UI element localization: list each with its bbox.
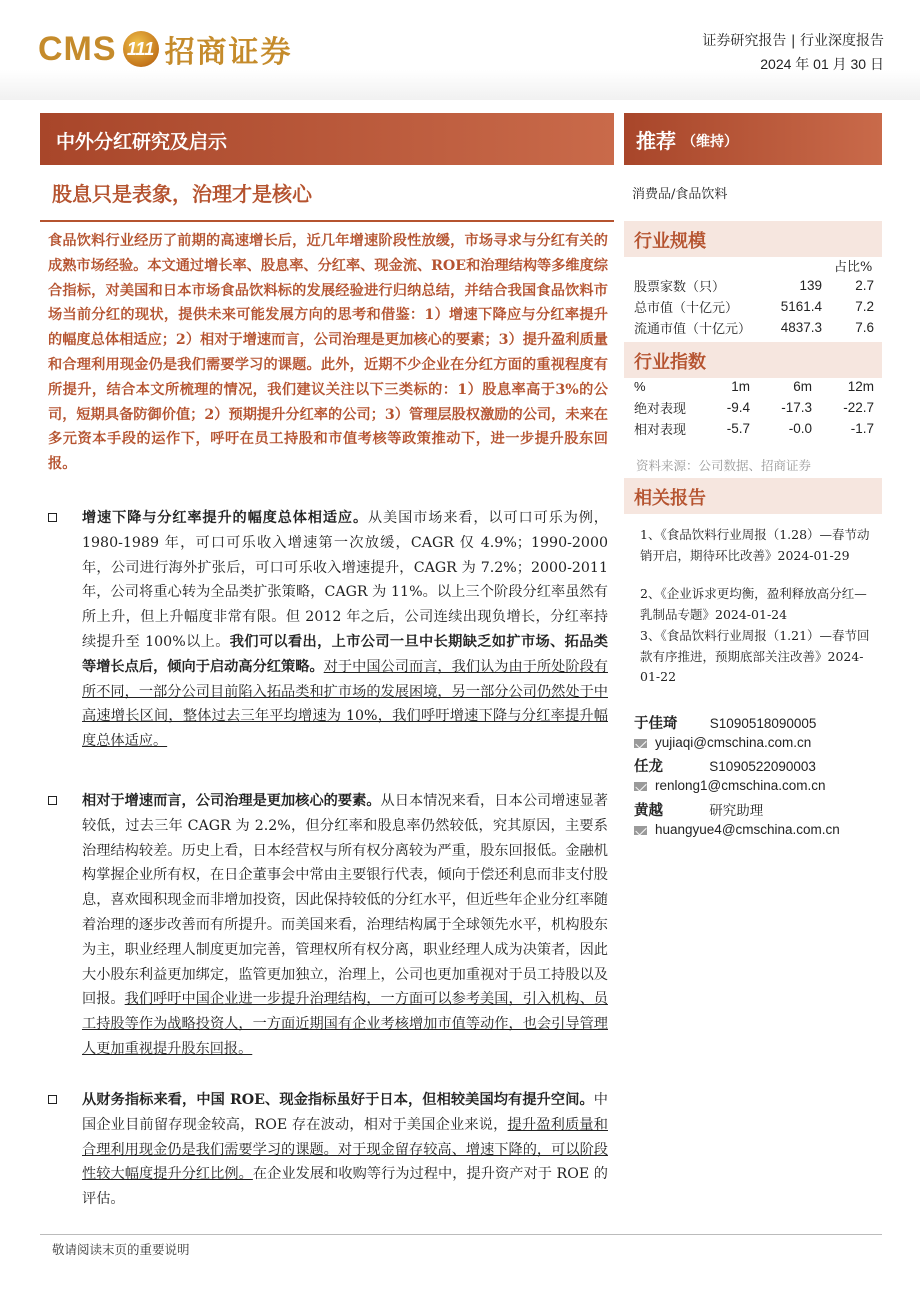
report-date: 2024 年 01 月 30 日 — [760, 56, 884, 72]
company-logo — [38, 28, 293, 70]
analyst-3 — [634, 799, 763, 820]
row-value: -9.4 — [726, 400, 750, 415]
related-report-1[interactable]: 1、《食品饮料行业周报（1.28）—春节动销开启，期待环比改善》2024-01-29 — [640, 527, 870, 563]
index-section-header — [624, 342, 882, 378]
bullet-lead: 从财务指标来看，中国 ROE、现金指标虽好于日本，但相较美国均有提升空间。 — [82, 1092, 594, 1108]
bullet-section-3 — [48, 1088, 608, 1212]
row-label: 总市值（十亿元） — [634, 301, 739, 316]
scale-title: 行业规模 — [634, 231, 706, 252]
header-cell: % — [634, 379, 646, 394]
report-type: 证券研究报告 | 行业深度报告 — [702, 33, 884, 49]
report-subtitle: 股息只是表象，治理才是核心 — [52, 182, 312, 206]
table-row — [634, 296, 874, 317]
analyst-email[interactable]: renlong1@cmschina.com.cn — [655, 778, 826, 793]
bullet-emphasis: 我们可以看出，上市公司一旦中长期缺乏如扩市场、拓品类等增长点后，倾向于启动高分红策略。 — [82, 633, 608, 675]
row-label: 相对表现 — [634, 423, 687, 438]
analyst-name: 任龙 — [634, 758, 663, 775]
row-value: -22.7 — [843, 400, 874, 415]
analyst-email[interactable]: huangyue4@cmschina.com.cn — [655, 822, 840, 837]
bullet-square-icon — [48, 1095, 57, 1104]
row-pct: 7.6 — [855, 320, 874, 335]
analyst-id: S1090522090003 — [709, 759, 816, 774]
bullet-square-icon — [48, 796, 57, 805]
related-section-header — [624, 478, 882, 514]
row-value: -17.3 — [781, 400, 812, 415]
index-title: 行业指数 — [634, 352, 706, 373]
bullet-lead: 相对于增速而言，公司治理是更加核心的要素。 — [82, 793, 381, 809]
scale-section-header — [624, 221, 882, 257]
email-icon — [634, 826, 647, 835]
table-row — [634, 418, 874, 439]
row-value: -0.0 — [788, 421, 812, 436]
header-cell: 1m — [731, 379, 750, 394]
report-title: 中外分红研究及启示 — [56, 131, 228, 153]
related-report-3[interactable]: 3、《食品饮料行业周报（1.21）—春节回款有序推进，预期底部关注改善》2024-01-22 — [640, 628, 870, 684]
scale-pct-header: 占比% — [834, 260, 873, 275]
summary-paragraph: 食品饮料行业经历了前期的高速增长后，近几年增速阶段性放缓，市场寻求与分红有关的成熟市场经验。本文通过增长率、股息率、分红率、现金流、ROE和治理结构等多维度综合指标，对美国和日本市场食品饮料标的发展经验进行归纳总结，并结合我国食品饮料市场当前分红的现状，提供未来可能发展方向的思考和借鉴：1）增速下降应与分红率提升的幅度总体相适应；2）相对于增速而言，公司治理是更加核心的要素；3）提升盈利质量和合理利用现金仍是我们需要学习的课题。此外，近期不少企业在分红方面的重视程度有所提升，结合本文所梳理的情况，我们建议关注以下三类标的：1）股息率高于3%的公司，短期具备防御价值；2）预期提升分红率的公司；3）管理层股权激励的公司，未来在多元资本手段的运作下，呼吁在员工持股和市值考核等政策推动下，进一步提升股东回报。 — [48, 233, 608, 473]
bullet-text: 从日本情况来看，日本公司增速显著较低，过去三年 CAGR 为 2.2%，但分红率和股息率仍然较低，究其原因，主要系治理结构较差。历史上看，日本经营权与所有权分离较为严重，股东回报低。金融机构掌握企业所有权，在日企董事会中常由主要银行代表，倾向于偿还利息而非支付股息，喜欢囤积现金而非增加投资，因此保持较低的分红水平，但近些年企业分红率随着治理的逐步改善而有所提升。而美国来看，治理结构属于全球领先水平，机构股东为主，职业经理人制度更加完善，管理权所有权分离，职业经理人成为决策者，因此大小股东利益更加绑定，监管更加独立，治理上，公司也更加重视对于员工持股以及回报。 — [82, 793, 608, 1008]
bullet-text: 从美国市场来看，以可口可乐为例，1980-1989 年，可口可乐收入增速第一次放缓，CAGR 仅 4.9%；1990-2000 年，公司进行海外扩张后，可口可乐收入增速提升，CAGR 为 7.2%；2000-2011 年，公司将重心转为全品类扩张策略，CAGR 为 11%。以上三个阶段分红率虽然有所上升，但上升幅度非常有限。但 2012 年之后，公司连续出现负增长，分红率持续提升至 100%以上。 — [82, 510, 608, 650]
email-icon — [634, 782, 647, 791]
logo-cn: 招商证券 — [164, 35, 293, 70]
industry-category: 消费品/食品饮料 — [632, 187, 728, 202]
analyst-3-email-row — [634, 822, 840, 837]
analyst-name: 于佳琦 — [634, 715, 678, 732]
row-value: 4837.3 — [780, 320, 822, 335]
rating-note: （维持） — [682, 134, 738, 150]
row-pct: 2.7 — [855, 278, 874, 293]
analyst-2-email-row — [634, 778, 826, 793]
bullet-square-icon — [48, 513, 57, 522]
table-header-row — [634, 376, 874, 397]
bullet-lead: 增速下降与分红率提升的幅度总体相适应。 — [82, 510, 368, 526]
row-value: -1.7 — [850, 421, 874, 436]
analyst-1 — [634, 712, 816, 733]
analyst-title: 研究助理 — [709, 803, 764, 819]
row-value: -5.7 — [726, 421, 750, 436]
row-value: 139 — [799, 278, 822, 293]
row-label: 股票家数（只） — [634, 280, 726, 295]
analyst-1-email-row — [634, 735, 811, 750]
bullet-underline: 我们呼吁中国企业进一步提升治理结构，一方面可以参考美国，引入机构、员工持股等作为战略投资人，一方面近期国有企业考核增加市值等动作，也会引导管理人更加重视提升股东回报。 — [82, 991, 608, 1057]
subtitle-divider — [40, 220, 614, 222]
bullet-text-tail: 在企业发展和收购等行为过程中，提升资产对于 ROE 的评估。 — [82, 1166, 608, 1208]
logo-badge-icon: 111 — [123, 31, 159, 67]
bullet-underline: 提升盈利质量和合理利用现金仍是我们需要学习的课题。对于现金留存较高、增速下降的，可以阶段性较大幅度提升分红比例。 — [82, 1116, 608, 1183]
bullet-section-1 — [48, 506, 608, 754]
bullet-section-2 — [48, 789, 608, 1062]
table-row — [634, 317, 874, 338]
logo-en: CMS — [38, 29, 117, 68]
scale-table — [634, 275, 874, 338]
analyst-email[interactable]: yujiaqi@cmschina.com.cn — [655, 735, 812, 750]
header-cell: 12m — [847, 379, 874, 394]
row-pct: 7.2 — [855, 299, 874, 314]
data-source: 资料来源：公司数据、招商证券 — [636, 458, 812, 473]
email-icon — [634, 739, 647, 748]
analyst-name: 黄越 — [634, 802, 663, 819]
related-title: 相关报告 — [634, 488, 706, 509]
row-label: 流通市值（十亿元） — [634, 322, 752, 337]
rating-box — [624, 113, 882, 165]
rating-label: 推荐 — [636, 129, 676, 153]
bullet-text: 中国企业目前留存现金较高，ROE 存在波动，相对于美国企业来说， — [82, 1092, 608, 1133]
header-cell: 6m — [793, 379, 812, 394]
analyst-2 — [634, 755, 816, 776]
analyst-id: S1090518090005 — [709, 716, 817, 731]
footer-divider — [40, 1234, 882, 1235]
row-value: 5161.4 — [780, 299, 822, 314]
bullet-underline: 对于中国公司而言，我们认为由于所处阶段有所不同，一部分公司目前陷入拓品类和扩市场的发展困境，另一部分公司仍然处于中高速增长区间，整体过去三年平均增速为 10%，我们呼吁增速下降与分红率提升幅度总体适应。 — [82, 658, 608, 750]
row-label: 绝对表现 — [634, 402, 687, 417]
table-row — [634, 275, 874, 296]
table-row — [634, 397, 874, 418]
footer-note: 敬请阅读末页的重要说明 — [52, 1242, 190, 1257]
title-bar — [40, 113, 614, 165]
index-table — [634, 376, 874, 439]
related-report-2[interactable]: 2、《企业诉求更均衡，盈利释放高分红—乳制品专题》2024-01-24 — [640, 586, 867, 622]
